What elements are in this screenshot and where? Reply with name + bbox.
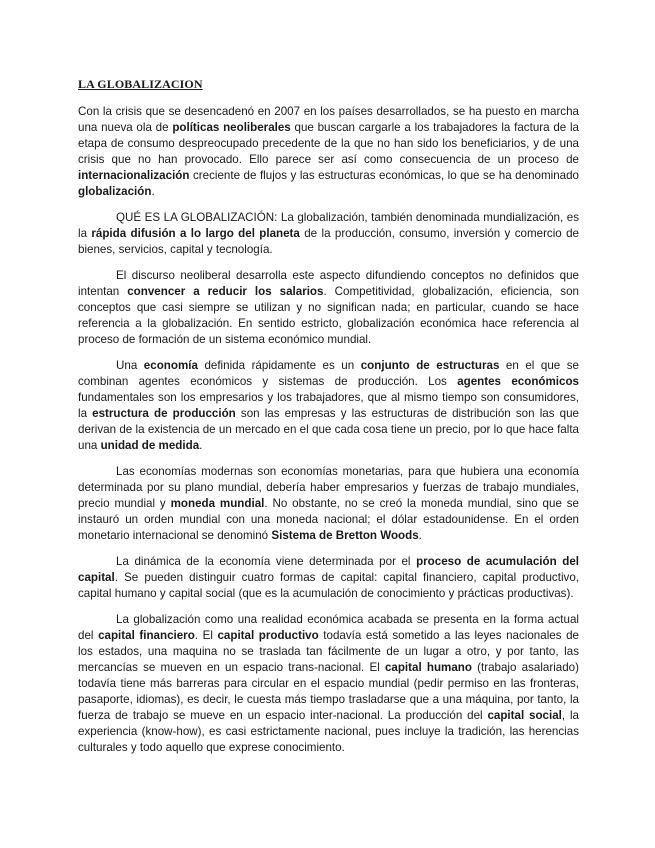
text-run: Una bbox=[116, 359, 144, 372]
document-page bbox=[78, 76, 579, 766]
bold-term: moneda mundial bbox=[170, 497, 265, 510]
bold-term: convencer a reducir los salarios bbox=[127, 285, 324, 298]
text-run: creciente de flujos y las estructuras económicas, lo que se ha denominado bbox=[189, 169, 579, 182]
text-run: definida rápidamente es un bbox=[197, 359, 361, 372]
text-run: Con la crisis que se desencadenó en 2007 en los países desarrollados, se ha puesto en marcha una nueva ola de bbox=[78, 105, 579, 134]
text-run: . bbox=[418, 529, 422, 542]
text-run: todavía está sometido a las leyes nacionales de los estados, una maquina no se traslada tan fácilmente de un lugar a otro, y por tanto, las mercancías se mueven en un espacio trans-nacional. El bbox=[78, 629, 579, 674]
text-run: que buscan cargarle a los trabajadores la factura de la etapa de consumo despreocupado precedente de la que no han sido los beneficiarios, y de una crisis que no han provocado. Ello parece ser así como consecuencia de un proceso de bbox=[78, 121, 579, 166]
text-run: . bbox=[199, 439, 203, 452]
text-run: La globalización como una realidad económica acabada se presenta en la forma actual del bbox=[78, 613, 579, 642]
bold-term: agentes económicos bbox=[457, 375, 579, 388]
paragraph-5 bbox=[78, 464, 579, 544]
bold-term: políticas neoliberales bbox=[172, 121, 291, 134]
text-run: son las empresas y las estructuras de distribución son las que derivan de la existencia de un mercado en el que cada cosa tiene un precio, por lo que hace falta una bbox=[78, 407, 579, 452]
paragraph-2 bbox=[78, 210, 579, 258]
paragraph-7 bbox=[78, 612, 579, 756]
text-run: , la experiencia (know-how), es casi estrictamente nacional, pues incluye la tradición, las herencias culturales y todo aquello que exprese conocimiento. bbox=[78, 709, 579, 754]
text-run: . No obstante, no se creó la moneda mundial, sino que se instauró un orden mundial con una moneda nacional; el dólar estadounidense. En el orden monetario internacional se denominó bbox=[78, 497, 580, 542]
bold-term: internacionalización bbox=[78, 169, 190, 182]
paragraph-1 bbox=[78, 104, 579, 200]
bold-term: globalización bbox=[78, 185, 152, 198]
document-body bbox=[78, 104, 579, 756]
text-run: . Competitividad, globalización, eficiencia, son conceptos que casi siempre se utilizan y no significan nada; en particular, cuando se hace referencia a la globalización. En sentido estricto, globalización económica hace referencia al proceso de formación de un sistema económico mundial. bbox=[78, 285, 579, 346]
text-run: . bbox=[151, 185, 155, 198]
bold-term: proceso de acumulación del capital bbox=[78, 555, 579, 584]
bold-term: capital social bbox=[487, 709, 562, 722]
text-run: . Se pueden distinguir cuatro formas de capital: capital financiero, capital productivo, capital humano y capital social (que es la acumulación de conocimiento y prácticas productivas). bbox=[78, 571, 579, 600]
text-run: en el que se combinan agentes económicos y sistemas de producción. Los bbox=[78, 359, 579, 388]
bold-term: unidad de medida bbox=[100, 439, 200, 452]
document-title: LA GLOBALIZACION bbox=[78, 77, 203, 91]
paragraph-3 bbox=[78, 268, 579, 348]
text-run: Las economías modernas son economías monetarias, para que hubiera una economía determinada por su plano mundial, debería haber empresarios y fuerzas de trabajo mundiales, precio mundial y bbox=[78, 465, 579, 510]
bold-term: Sistema de Bretton Woods bbox=[271, 529, 419, 542]
text-run: fundamentales son los empresarios y los trabajadores, que al mismo tiempo son consumidores, la bbox=[78, 391, 579, 420]
paragraph-4 bbox=[78, 358, 579, 454]
bold-term: capital productivo bbox=[217, 629, 319, 642]
bold-term: conjunto de estructuras bbox=[360, 359, 500, 372]
text-run: QUÉ ES LA GLOBALIZACIÓN: La globalización, también denominada mundialización, es la bbox=[78, 211, 579, 240]
text-run: . El bbox=[194, 629, 218, 642]
bold-term: capital humano bbox=[384, 661, 472, 674]
text-run: de la producción, consumo, inversión y comercio de bienes, servicios, capital y tecnología. bbox=[78, 227, 580, 256]
bold-term: capital financiero bbox=[98, 629, 195, 642]
bold-term: rápida difusión a lo largo del planeta bbox=[91, 227, 300, 240]
bold-term: economía bbox=[143, 359, 198, 372]
text-run: La dinámica de la economía viene determinada por el bbox=[116, 555, 417, 568]
text-run: El discurso neoliberal desarrolla este aspecto difundiendo conceptos no definidos que intentan bbox=[78, 269, 579, 298]
text-run: (trabajo asalariado) todavía tiene más barreras para circular en el espacio mundial (pedir permiso en las fronteras, pasaporte, idiomas), es decir, le cuesta más tiempo trasladarse que a una máquina, por tanto, la fuerza de trabajo se mueve en un espacio inter-nacional. La producción del bbox=[78, 661, 579, 722]
bold-term: estructura de producción bbox=[92, 407, 236, 420]
paragraph-6 bbox=[78, 554, 579, 602]
